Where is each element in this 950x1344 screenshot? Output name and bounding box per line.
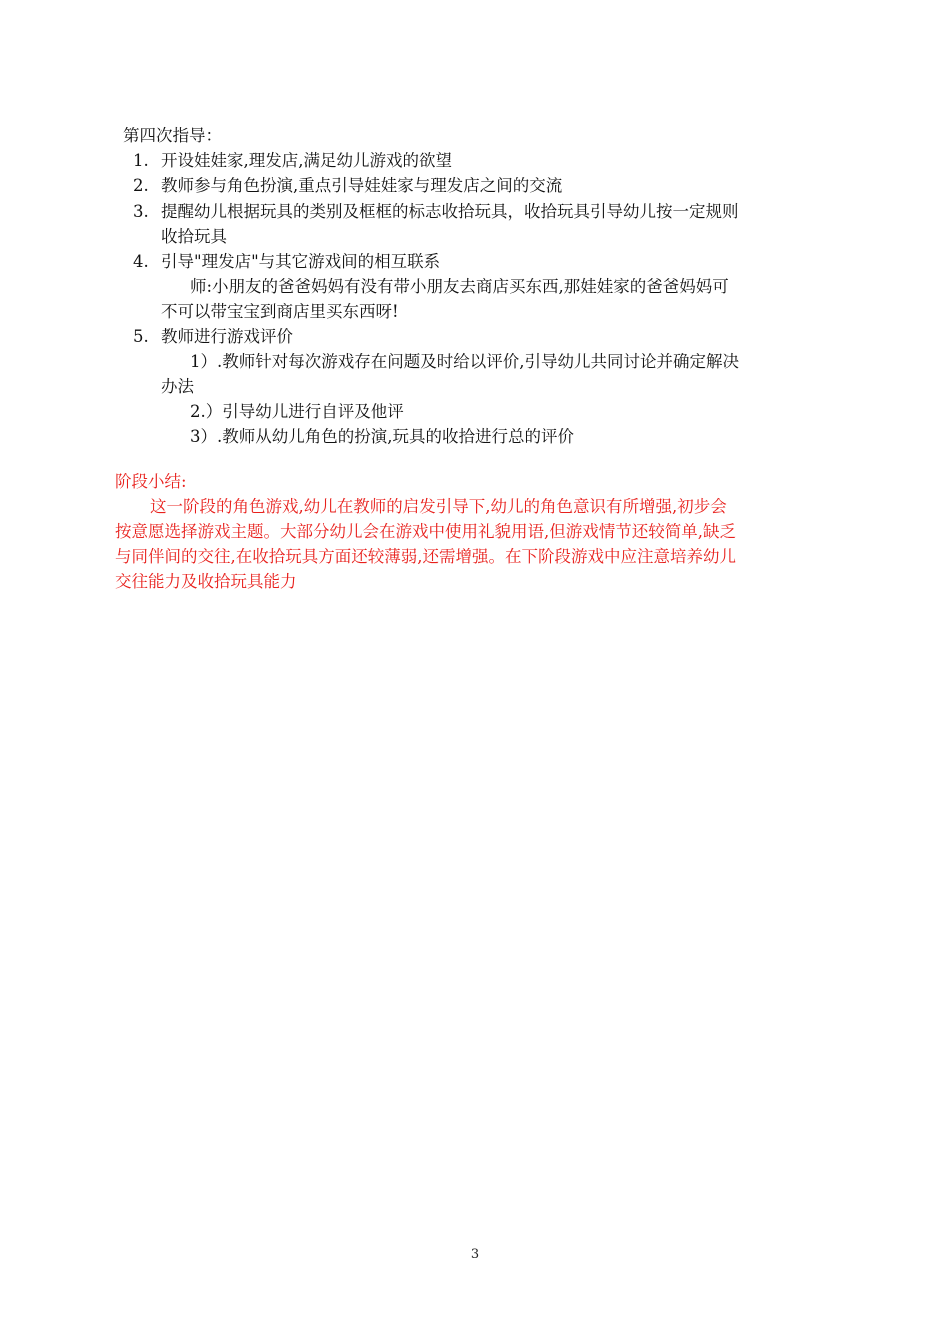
sub-item: 2.）引导幼儿进行自评及他评 (190, 402, 404, 421)
section-heading: 第四次指导： (123, 126, 222, 145)
list-item-text: 提醒幼儿根据玩具的类别及框框的标志收拾玩具，收拾玩具引导幼儿按一定规则 (161, 202, 739, 221)
summary-paragraph-line: 与同伴间的交往,在收拾玩具方面还较薄弱,还需增强。在下阶段游戏中应注意培养幼儿 (115, 547, 736, 566)
teacher-dialogue-line: 师:小朋友的爸爸妈妈有没有带小朋友去商店买东西,那娃娃家的爸爸妈妈可 (190, 277, 729, 296)
sub-item: 1）.教师针对每次游戏存在问题及时给以评价,引导幼儿共同讨论并确定解决 (190, 352, 739, 371)
list-item-number: 2. (133, 176, 149, 195)
sub-item-continuation: 办法 (161, 377, 194, 396)
list-item-number: 1. (133, 151, 149, 170)
teacher-dialogue-line: 不可以带宝宝到商店里买东西呀! (161, 302, 399, 321)
list-item-text: 引导"理发店"与其它游戏间的相互联系 (161, 252, 441, 271)
list-item (133, 200, 739, 224)
summary-heading: 阶段小结: (115, 472, 187, 491)
list-item (133, 149, 452, 173)
list-item (133, 174, 562, 198)
page-number: 3 (470, 1247, 480, 1262)
list-item-text: 开设娃娃家,理发店,满足幼儿游戏的欲望 (161, 151, 452, 170)
list-item-number: 4. (133, 252, 149, 271)
summary-paragraph-line: 交往能力及收拾玩具能力 (115, 572, 297, 591)
list-item-text: 教师参与角色扮演,重点引导娃娃家与理发店之间的交流 (161, 176, 563, 195)
sub-item: 3）.教师从幼儿角色的扮演,玩具的收拾进行总的评价 (190, 427, 574, 446)
summary-paragraph-line: 按意愿选择游戏主题。大部分幼儿会在游戏中使用礼貌用语,但游戏情节还较简单,缺乏 (115, 522, 736, 541)
list-item (133, 325, 293, 349)
summary-paragraph-line: 这一阶段的角色游戏,幼儿在教师的启发引导下,幼儿的角色意识有所增强,初步会 (150, 497, 727, 516)
list-item-number: 3. (133, 202, 149, 221)
list-item (133, 250, 440, 274)
list-item-number: 5. (133, 327, 149, 346)
list-item-continuation: 收拾玩具 (161, 227, 227, 246)
list-item-text: 教师进行游戏评价 (161, 327, 293, 346)
